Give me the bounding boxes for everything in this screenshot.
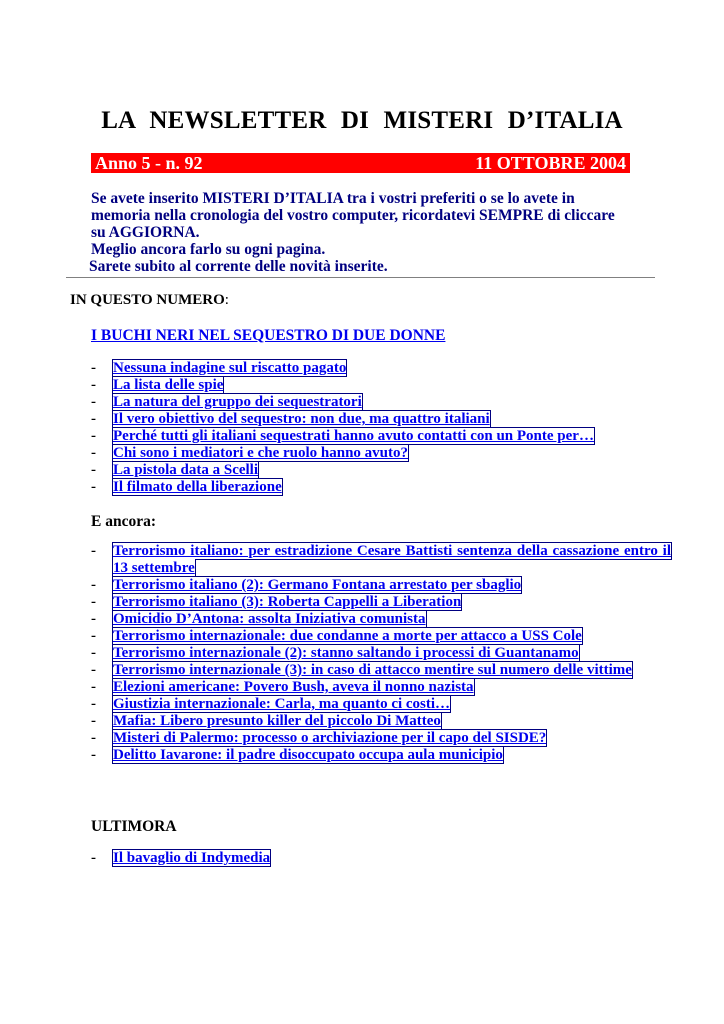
list-item bbox=[91, 479, 671, 496]
list-item bbox=[91, 679, 671, 696]
ultimora-list bbox=[91, 850, 671, 867]
bullet-dash: - bbox=[91, 611, 96, 627]
bullet-dash: - bbox=[91, 645, 96, 661]
list-item bbox=[91, 411, 671, 428]
list-item bbox=[91, 696, 671, 713]
list-item bbox=[91, 611, 671, 628]
article-link[interactable]: Terrorismo italiano (3): Roberta Cappelli a Liberation bbox=[113, 594, 462, 610]
article-link[interactable]: La natura del gruppo dei sequestratori bbox=[113, 394, 362, 410]
bullet-dash: - bbox=[91, 679, 96, 695]
list-item bbox=[91, 445, 671, 462]
issue-number: Anno 5 - n. 92 bbox=[95, 153, 203, 173]
divider bbox=[66, 277, 655, 278]
article-link[interactable]: Terrorismo italiano: per estradizione Cesare Battisti sentenza della cassazione entro il 13 settembre bbox=[113, 543, 671, 576]
intro-line: Se avete inserito MISTERI D’ITALIA tra i vostri preferiti o se lo avete in bbox=[91, 190, 575, 207]
intro-text bbox=[91, 190, 671, 275]
article-link[interactable]: Il filmato della liberazione bbox=[113, 479, 282, 495]
article-link[interactable]: Terrorismo italiano (2): Germano Fontana arrestato per sbaglio bbox=[113, 577, 522, 593]
list-item bbox=[91, 662, 671, 679]
bullet-dash: - bbox=[91, 730, 96, 746]
list-item bbox=[91, 377, 671, 394]
e-ancora-list bbox=[91, 543, 671, 764]
bullet-dash: - bbox=[91, 577, 96, 593]
list-item bbox=[91, 645, 671, 662]
list-item bbox=[91, 462, 671, 479]
bullet-dash: - bbox=[91, 377, 96, 393]
list-item bbox=[91, 543, 671, 577]
article-link[interactable]: Nessuna indagine sul riscatto pagato bbox=[113, 360, 347, 376]
ultimora-label: ULTIMORA bbox=[91, 818, 177, 835]
list-item bbox=[91, 360, 671, 377]
intro-line: Sarete subito al corrente delle novità inserite. bbox=[89, 258, 388, 275]
article-link[interactable]: Il vero obiettivo del sequestro: non due, ma quattro italiani bbox=[113, 411, 490, 427]
list-item bbox=[91, 747, 671, 764]
article-link[interactable]: Il bavaglio di Indymedia bbox=[113, 850, 271, 866]
issue-bar bbox=[91, 153, 630, 173]
heading-colon: : bbox=[224, 292, 229, 308]
bullet-dash: - bbox=[91, 479, 96, 495]
main-story-link[interactable]: I BUCHI NERI NEL SEQUESTRO DI DUE DONNE bbox=[91, 327, 446, 344]
article-link[interactable]: Terrorismo internazionale (3): in caso di attacco mentire sul numero delle vittime bbox=[113, 662, 632, 678]
list-item bbox=[91, 850, 671, 867]
list-item bbox=[91, 628, 671, 645]
list-item bbox=[91, 730, 671, 747]
article-link[interactable]: La pistola data a Scelli bbox=[113, 462, 259, 478]
article-link[interactable]: Mafia: Libero presunto killer del piccolo Di Matteo bbox=[113, 713, 441, 729]
bullet-dash: - bbox=[91, 628, 96, 644]
article-link[interactable]: Delitto Iavarone: il padre disoccupato occupa aula municipio bbox=[113, 747, 503, 763]
list-item bbox=[91, 713, 671, 730]
e-ancora-label: E ancora: bbox=[91, 513, 157, 530]
bullet-dash: - bbox=[91, 428, 96, 444]
bullet-dash: - bbox=[91, 445, 96, 461]
bullet-dash: - bbox=[91, 696, 96, 712]
in-questo-numero-label: IN QUESTO NUMERO bbox=[70, 292, 225, 308]
intro-line: su AGGIORNA. bbox=[91, 224, 200, 241]
bullet-dash: - bbox=[91, 850, 96, 866]
article-link[interactable]: Misteri di Palermo: processo o archiviazione per il capo del SISDE? bbox=[113, 730, 547, 746]
main-story-list bbox=[91, 360, 671, 496]
bullet-dash: - bbox=[91, 747, 96, 763]
article-link[interactable]: Elezioni americane: Povero Bush, aveva il nonno nazista bbox=[113, 679, 474, 695]
bullet-dash: - bbox=[91, 394, 96, 410]
article-link[interactable]: Giustizia internazionale: Carla, ma quanto ci costi… bbox=[113, 696, 451, 712]
bullet-dash: - bbox=[91, 360, 96, 376]
article-link[interactable]: Perché tutti gli italiani sequestrati hanno avuto contatti con un Ponte per… bbox=[113, 428, 594, 444]
in-questo-numero-heading bbox=[70, 292, 229, 309]
article-link[interactable]: Terrorismo internazionale: due condanne a morte per attacco a USS Cole bbox=[113, 628, 582, 644]
list-item bbox=[91, 394, 671, 411]
bullet-dash: - bbox=[91, 411, 96, 427]
bullet-dash: - bbox=[91, 662, 96, 678]
bullet-dash: - bbox=[91, 462, 96, 478]
intro-line: memoria nella cronologia del vostro computer, ricordatevi SEMPRE di cliccare bbox=[91, 207, 615, 224]
bullet-dash: - bbox=[91, 543, 96, 559]
intro-line: Meglio ancora farlo su ogni pagina. bbox=[91, 241, 326, 258]
article-link[interactable]: Omicidio D’Antona: assolta Iniziativa comunista bbox=[113, 611, 426, 627]
article-link[interactable]: Chi sono i mediatori e che ruolo hanno avuto? bbox=[113, 445, 409, 461]
issue-date: 11 OTTOBRE 2004 bbox=[475, 153, 626, 173]
bullet-dash: - bbox=[91, 594, 96, 610]
list-item bbox=[91, 594, 671, 611]
list-item bbox=[91, 428, 671, 445]
list-item bbox=[91, 577, 671, 594]
bullet-dash: - bbox=[91, 713, 96, 729]
article-link[interactable]: La lista delle spie bbox=[113, 377, 224, 393]
article-link[interactable]: Terrorismo internazionale (2): stanno saltando i processi di Guantanamo bbox=[113, 645, 579, 661]
newsletter-title: LA NEWSLETTER DI MISTERI D’ITALIA bbox=[101, 107, 623, 134]
